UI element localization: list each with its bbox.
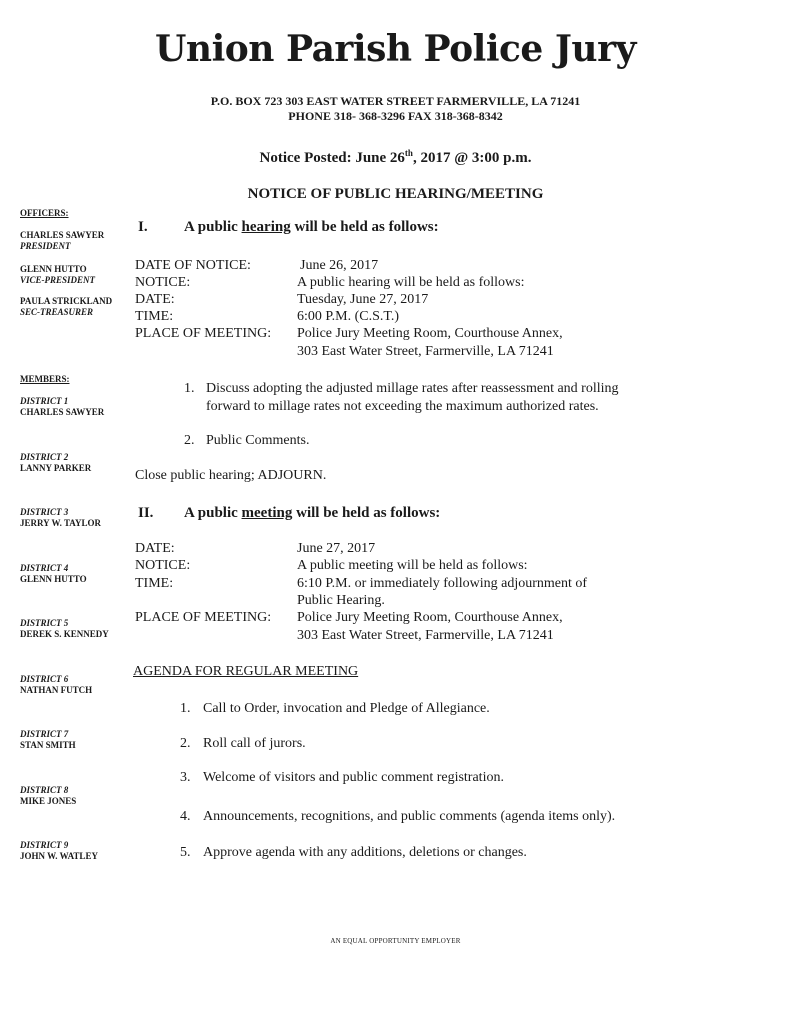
member-district: DISTRICT 8 xyxy=(20,785,69,795)
meeting-heading-pre: A public xyxy=(184,505,242,521)
footer-eeo: AN EQUAL OPPORTUNITY EMPLOYER xyxy=(330,937,461,945)
member-name: STAN SMITH xyxy=(20,740,76,750)
members-label: MEMBERS: xyxy=(20,374,70,384)
agenda-item-number: 4. xyxy=(180,809,191,824)
agenda-item-text: Call to Order, invocation and Pledge of Allegiance. xyxy=(203,701,490,716)
member-name: MIKE JONES xyxy=(20,796,77,806)
officers-label: OFFICERS: xyxy=(20,208,69,218)
officer-name: CHARLES SAWYER xyxy=(20,230,105,240)
date-of-notice-value: June 26, 2017 xyxy=(300,258,379,273)
date-of-notice-label: DATE OF NOTICE: xyxy=(135,258,251,273)
meeting-notice-label: NOTICE: xyxy=(135,558,191,573)
meeting-roman-numeral: II. xyxy=(138,505,154,521)
notice-title: NOTICE OF PUBLIC HEARING/MEETING xyxy=(247,186,544,202)
hearing-time-value: 6:00 P.M. (C.S.T.) xyxy=(297,309,400,324)
meeting-date-label: DATE: xyxy=(135,541,175,556)
member-district: DISTRICT 4 xyxy=(20,563,69,573)
notice-posted xyxy=(0,148,791,167)
notice-posted-suffix: , 2017 @ 3:00 p.m. xyxy=(412,150,532,166)
hearing-place-line-2: 303 East Water Street, Farmerville, LA 71241 xyxy=(297,344,554,359)
meeting-notice-value: A public meeting will be held as follows: xyxy=(297,558,528,573)
member-district: DISTRICT 7 xyxy=(20,729,69,739)
hearing-date-value: Tuesday, June 27, 2017 xyxy=(297,292,429,307)
meeting-time-label: TIME: xyxy=(135,576,174,591)
officer-name: GLENN HUTTO xyxy=(20,264,87,274)
meeting-date-value: June 27, 2017 xyxy=(297,541,376,556)
hearing-roman-numeral: I. xyxy=(138,219,148,235)
hearing-place-line-1: Police Jury Meeting Room, Courthouse Annex, xyxy=(297,326,563,341)
hearing-item-text: Public Comments. xyxy=(206,433,310,448)
phone-fax-line: PHONE 318- 368-3296 FAX 318-368-8342 xyxy=(288,109,503,123)
agenda-item-text: Announcements, recognitions, and public comments (agenda items only). xyxy=(203,809,616,824)
agenda-item-number: 3. xyxy=(180,770,191,785)
address-line: P.O. BOX 723 303 EAST WATER STREET FARMERVILLE, LA 71241 xyxy=(210,94,581,108)
agenda-item-number: 1. xyxy=(180,701,191,716)
hearing-section-heading xyxy=(138,219,439,236)
meeting-place-line-2: 303 East Water Street, Farmerville, LA 71241 xyxy=(297,628,554,643)
hearing-close-text: Close public hearing; ADJOURN. xyxy=(135,468,327,483)
hearing-item-number: 2. xyxy=(184,433,195,448)
meeting-time-line-1: 6:10 P.M. or immediately following adjournment of xyxy=(297,576,588,591)
agenda-item-text: Roll call of jurors. xyxy=(203,736,306,751)
officer-name: PAULA STRICKLAND xyxy=(20,296,113,306)
member-name: LANNY PARKER xyxy=(20,463,92,473)
hearing-time-label: TIME: xyxy=(135,309,174,324)
meeting-section-heading xyxy=(138,505,440,522)
member-name: JOHN W. WATLEY xyxy=(20,851,98,861)
hearing-place-label: PLACE OF MEETING: xyxy=(135,326,272,341)
agenda-heading: AGENDA FOR REGULAR MEETING xyxy=(133,664,359,679)
member-district: DISTRICT 5 xyxy=(20,618,69,628)
meeting-place-line-1: Police Jury Meeting Room, Courthouse Annex, xyxy=(297,610,563,625)
meeting-time-line-2: Public Hearing. xyxy=(297,593,385,608)
agenda-item-number: 5. xyxy=(180,845,191,860)
notice-posted-suffix-ordinal: th xyxy=(404,148,413,158)
notice-posted-prefix: Notice Posted: June 26 xyxy=(259,150,405,166)
member-name: NATHAN FUTCH xyxy=(20,685,93,695)
officer-role: PRESIDENT xyxy=(20,241,71,251)
hearing-notice-value: A public hearing will be held as follows: xyxy=(297,275,525,290)
agenda-item-text: Approve agenda with any additions, deletions or changes. xyxy=(203,845,527,860)
hearing-item-text-continued: forward to millage rates not exceeding the maximum authorized rates. xyxy=(206,399,599,414)
meeting-heading-post: will be held as follows: xyxy=(292,505,441,521)
member-district: DISTRICT 1 xyxy=(20,396,69,406)
officer-role: VICE-PRESIDENT xyxy=(20,275,96,285)
agenda-item-text: Welcome of visitors and public comment registration. xyxy=(203,770,504,785)
member-name: DEREK S. KENNEDY xyxy=(20,629,109,639)
member-district: DISTRICT 2 xyxy=(20,452,69,462)
hearing-heading-post: will be held as follows: xyxy=(290,219,439,235)
meeting-heading-keyword: meeting xyxy=(241,505,293,521)
hearing-item-text: Discuss adopting the adjusted millage rates after reassessment and rolling xyxy=(206,381,619,396)
hearing-notice-label: NOTICE: xyxy=(135,275,191,290)
hearing-heading-pre: A public xyxy=(184,219,242,235)
hearing-heading-keyword: hearing xyxy=(241,219,291,235)
member-district: DISTRICT 6 xyxy=(20,674,69,684)
member-name: CHARLES SAWYER xyxy=(20,407,105,417)
member-name: GLENN HUTTO xyxy=(20,574,87,584)
organization-name: Union Parish Police Jury xyxy=(155,28,636,70)
member-district: DISTRICT 3 xyxy=(20,507,69,517)
hearing-item-number: 1. xyxy=(184,381,195,396)
hearing-date-label: DATE: xyxy=(135,292,175,307)
agenda-item-number: 2. xyxy=(180,736,191,751)
member-district: DISTRICT 9 xyxy=(20,840,69,850)
officer-role: SEC-TREASURER xyxy=(20,307,94,317)
meeting-place-label: PLACE OF MEETING: xyxy=(135,610,272,625)
member-name: JERRY W. TAYLOR xyxy=(20,518,101,528)
